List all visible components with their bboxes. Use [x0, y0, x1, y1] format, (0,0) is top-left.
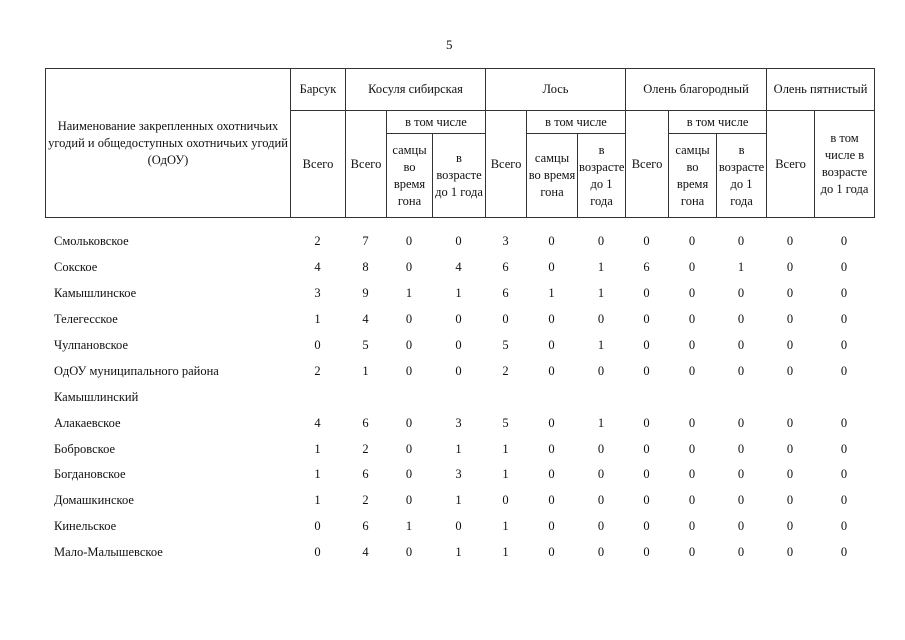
- row-value: 0: [688, 312, 696, 327]
- table-body: [45, 229, 874, 566]
- row-value: 0: [405, 312, 413, 327]
- row-value: 0: [643, 415, 650, 430]
- row-value: 0: [548, 441, 555, 456]
- table-row: [45, 462, 874, 488]
- row-value: 1: [502, 467, 509, 482]
- row-value: 0: [548, 415, 555, 430]
- row-value: 0: [737, 234, 745, 249]
- row-value: 0: [455, 234, 462, 249]
- header-total: Всего: [346, 111, 387, 218]
- row-value: 1: [362, 363, 369, 378]
- row-value: 0: [405, 441, 413, 456]
- row-value: 0: [405, 260, 413, 275]
- row-value: [526, 384, 577, 410]
- row-value: 4: [314, 260, 321, 275]
- table-row: [45, 358, 874, 384]
- row-value: 0: [643, 312, 650, 327]
- row-value: 1: [314, 493, 321, 508]
- header-including: в том числе: [669, 111, 767, 134]
- table-row: [45, 488, 874, 514]
- row-value: 0: [597, 234, 605, 249]
- row-value: 6: [643, 260, 650, 275]
- row-value: 4: [455, 260, 462, 275]
- row-value: 0: [737, 363, 745, 378]
- row-value: [766, 384, 814, 410]
- row-value: 7: [362, 234, 369, 249]
- row-value: 0: [548, 493, 555, 508]
- row-value: 0: [597, 519, 605, 534]
- header-young: в возрасте до 1 года: [433, 134, 486, 218]
- table-row: [45, 307, 874, 333]
- header-red-deer: Олень благородный: [626, 69, 767, 111]
- row-name: Телегесское: [54, 312, 118, 327]
- row-value: 0: [643, 519, 650, 534]
- row-value: 2: [314, 234, 321, 249]
- row-value: 1: [502, 519, 509, 534]
- row-value: 1: [405, 519, 413, 534]
- row-value: 0: [405, 493, 413, 508]
- row-name: Домашкинское: [54, 493, 134, 508]
- row-value: 0: [548, 545, 555, 560]
- row-value: 1: [502, 441, 509, 456]
- table-row: [45, 255, 874, 281]
- table-row: [45, 514, 874, 540]
- page-number: 5: [446, 37, 453, 52]
- row-value: [668, 384, 716, 410]
- row-value: 1: [455, 286, 462, 301]
- row-value: 0: [314, 338, 321, 352]
- table-row: [45, 410, 874, 436]
- row-value: 0: [786, 338, 794, 352]
- row-value: 1: [597, 260, 605, 275]
- header-sika-deer: Олень пятнистый: [767, 69, 875, 111]
- row-value: 6: [362, 415, 369, 430]
- row-value: 3: [455, 467, 462, 482]
- row-value: 1: [405, 286, 413, 301]
- row-value: 0: [455, 312, 462, 327]
- row-value: 0: [840, 312, 848, 327]
- table-header: [45, 68, 875, 218]
- row-value: 0: [405, 467, 413, 482]
- row-value: 0: [688, 441, 696, 456]
- row-name: Камышлинское: [54, 286, 137, 301]
- row-value: [386, 384, 432, 410]
- header-including-young: в том числе в возрасте до 1 года: [815, 111, 875, 218]
- row-value: [814, 384, 874, 410]
- header-including: в том числе: [527, 111, 626, 134]
- row-value: 0: [548, 338, 555, 352]
- row-value: 3: [314, 286, 321, 301]
- row-value: 0: [643, 493, 650, 508]
- row-value: 2: [502, 363, 509, 378]
- row-value: 6: [362, 519, 369, 534]
- row-value: 1: [314, 312, 321, 327]
- table-row: [45, 281, 874, 307]
- row-value: 0: [840, 441, 848, 456]
- row-value: 0: [737, 286, 745, 301]
- row-name: Смольковское: [54, 234, 129, 249]
- row-value: 0: [688, 338, 696, 352]
- header-young: в возрасте до 1 года: [717, 134, 767, 218]
- row-value: 4: [362, 545, 369, 560]
- row-value: 0: [314, 545, 321, 560]
- table-row: [45, 540, 874, 566]
- row-value: 0: [737, 338, 745, 352]
- header-total: Всего: [291, 111, 346, 218]
- header-badger: Барсук: [291, 69, 346, 111]
- row-value: 0: [643, 286, 650, 301]
- row-value: 0: [548, 467, 555, 482]
- row-value: 0: [737, 493, 745, 508]
- row-value: 0: [786, 519, 794, 534]
- header-elk: Лось: [486, 69, 626, 111]
- row-value: 1: [502, 545, 509, 560]
- row-value: 0: [840, 286, 848, 301]
- row-value: 2: [314, 363, 321, 378]
- row-value: 0: [737, 545, 745, 560]
- row-value: 0: [840, 415, 848, 430]
- row-value: 0: [643, 338, 650, 352]
- row-value: 0: [314, 519, 321, 534]
- row-value: 0: [840, 493, 848, 508]
- row-value: 0: [502, 312, 509, 327]
- row-value: 0: [688, 286, 696, 301]
- row-value: [290, 384, 345, 410]
- row-value: 0: [405, 415, 413, 430]
- header-total: Всего: [626, 111, 669, 218]
- row-value: 0: [455, 363, 462, 378]
- row-value: 0: [840, 234, 848, 249]
- row-value: 0: [840, 338, 848, 352]
- row-value: 3: [502, 234, 509, 249]
- header-young: в возрасте до 1 года: [578, 134, 626, 218]
- row-value: 0: [643, 545, 650, 560]
- row-value: 0: [502, 493, 509, 508]
- header-roe-deer: Косуля сибирская: [346, 69, 486, 111]
- row-value: 0: [688, 519, 696, 534]
- row-name: Богдановское: [54, 467, 126, 482]
- row-value: 0: [597, 363, 605, 378]
- row-value: 0: [688, 363, 696, 378]
- row-value: 1: [314, 467, 321, 482]
- header-total: Всего: [767, 111, 815, 218]
- row-value: 0: [405, 545, 413, 560]
- row-value: 0: [688, 467, 696, 482]
- row-value: 0: [597, 312, 605, 327]
- row-value: 0: [786, 234, 794, 249]
- table-row: [45, 229, 874, 255]
- row-value: 0: [786, 363, 794, 378]
- row-value: 0: [643, 234, 650, 249]
- row-value: 5: [502, 415, 509, 430]
- row-value: 1: [597, 286, 605, 301]
- row-value: 0: [840, 363, 848, 378]
- row-value: 0: [737, 519, 745, 534]
- row-value: 4: [314, 415, 321, 430]
- row-value: 6: [502, 286, 509, 301]
- row-value: 2: [362, 493, 369, 508]
- row-value: 0: [786, 545, 794, 560]
- row-value: 0: [786, 415, 794, 430]
- row-value: 0: [597, 467, 605, 482]
- row-value: 2: [362, 441, 369, 456]
- header-total: Всего: [486, 111, 527, 218]
- row-value: 1: [455, 441, 462, 456]
- row-value: [432, 384, 485, 410]
- row-value: 0: [786, 441, 794, 456]
- header-males: самцы во время гона: [527, 134, 578, 218]
- row-value: 1: [737, 260, 745, 275]
- row-name: Чулпановское: [54, 338, 129, 352]
- row-value: 0: [688, 234, 696, 249]
- row-value: 5: [502, 338, 509, 352]
- row-value: 0: [405, 338, 413, 352]
- row-value: 0: [688, 415, 696, 430]
- row-value: 0: [643, 467, 650, 482]
- row-value: 0: [455, 338, 462, 352]
- row-value: 0: [405, 234, 413, 249]
- row-value: 6: [502, 260, 509, 275]
- row-value: 1: [455, 545, 462, 560]
- row-value: 0: [737, 415, 745, 430]
- row-value: 0: [737, 312, 745, 327]
- row-name: Сокское: [54, 260, 98, 275]
- row-name: Кинельское: [54, 519, 117, 534]
- row-value: 0: [840, 545, 848, 560]
- row-value: 5: [362, 338, 369, 352]
- row-value: 0: [688, 493, 696, 508]
- row-value: 1: [597, 415, 605, 430]
- row-name: Мало-Малышевское: [54, 545, 163, 560]
- row-value: 1: [597, 338, 605, 352]
- row-value: 1: [455, 493, 462, 508]
- row-value: 1: [548, 286, 555, 301]
- row-value: 0: [786, 286, 794, 301]
- row-value: 6: [362, 467, 369, 482]
- row-value: 0: [786, 312, 794, 327]
- row-value: 0: [840, 260, 848, 275]
- row-value: 0: [455, 519, 462, 534]
- row-value: 0: [786, 493, 794, 508]
- row-value: 0: [597, 545, 605, 560]
- row-name: Алакаевское: [54, 415, 121, 430]
- row-value: 0: [737, 441, 745, 456]
- row-value: 3: [455, 415, 462, 430]
- row-value: 0: [548, 363, 555, 378]
- header-males: самцы во время гона: [669, 134, 717, 218]
- row-value: 0: [737, 467, 745, 482]
- row-value: [577, 384, 625, 410]
- row-value: 0: [597, 493, 605, 508]
- row-value: 0: [786, 467, 794, 482]
- row-value: 0: [688, 545, 696, 560]
- row-value: 0: [840, 467, 848, 482]
- row-value: 0: [548, 234, 555, 249]
- row-value: 0: [548, 312, 555, 327]
- row-value: [345, 384, 386, 410]
- row-name: Бобровское: [54, 441, 116, 456]
- table-row: [45, 436, 874, 462]
- header-including: в том числе: [387, 111, 486, 134]
- row-value: 0: [688, 260, 696, 275]
- row-value: 4: [362, 312, 369, 327]
- row-name: Камышлинский: [54, 389, 139, 404]
- row-value: [716, 384, 766, 410]
- row-value: 0: [643, 363, 650, 378]
- row-value: 0: [597, 441, 605, 456]
- row-value: 0: [548, 519, 555, 534]
- row-name: ОдОУ муниципального района: [54, 363, 219, 378]
- row-value: 0: [548, 260, 555, 275]
- row-value: [485, 384, 526, 410]
- row-value: [625, 384, 668, 410]
- row-value: 9: [362, 286, 369, 301]
- row-value: 0: [405, 363, 413, 378]
- row-value: 1: [314, 441, 321, 456]
- header-name-column: Наименование закрепленных охотничьих угодий и общедоступных охотничьих угодий (ОдОУ): [46, 69, 291, 218]
- header-males: самцы во время гона: [387, 134, 433, 218]
- row-value: 8: [362, 260, 369, 275]
- row-value: 0: [786, 260, 794, 275]
- row-value: 0: [840, 519, 848, 534]
- row-value: 0: [643, 441, 650, 456]
- table-row: [45, 384, 874, 410]
- table-row: [45, 333, 874, 359]
